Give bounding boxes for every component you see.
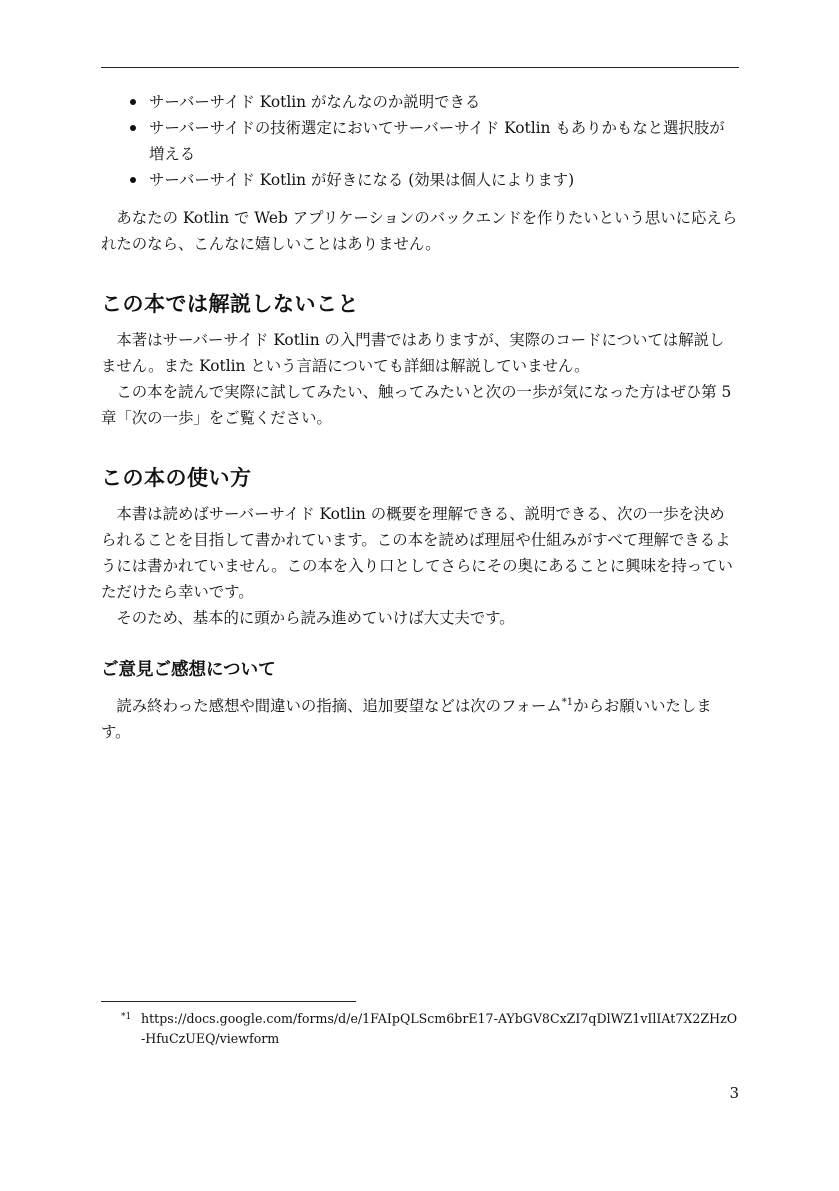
footnote-mark-text: *1 [121, 1012, 132, 1022]
feedback-paragraph [101, 693, 739, 745]
page-number: 3 [729, 1084, 739, 1102]
body-paragraph: そのため、基本的に頭から読み進めていけば大丈夫です。 [116, 609, 515, 627]
feedback-text-before: 読み終わった感想や間違いの指摘、追加要望などは次のフォーム [116, 697, 562, 715]
footnote-reference[interactable]: *1 [561, 697, 574, 708]
main-content [101, 89, 739, 745]
bullet-icon [130, 99, 136, 105]
section-title-not-covered: この本では解説しないこと [101, 292, 359, 316]
footnote-rule [101, 1001, 356, 1002]
bullet-item [101, 89, 739, 115]
footnote-mark [121, 1009, 131, 1029]
body-paragraph: 本著はサーバーサイド Kotlin の入門書ではありますが、実際のコードについては解説しません。また Kotlin という言語についても詳細は解説していません。 [101, 331, 725, 375]
body-paragraph: 本書は読めばサーバーサイド Kotlin の概要を理解できる、説明できる、次の一歩を決められることを目指して書かれています。この本を読めば理屈や仕組みがすべて理解できるようには書かれていません。この本を入り口としてさらにその奥にあることに興味を持っていただけたら幸いです。 [101, 505, 733, 601]
body-paragraph: この本を読んで実際に試してみたい、触ってみたいと次の一歩が気になった方はぜひ第 5 章「次の一歩」をご覧ください。 [101, 383, 732, 427]
intro-closing-paragraph: あなたの Kotlin で Web アプリケーションのバックエンドを作りたいという思いに応えられたのなら、こんなに嬉しいことはありません。 [101, 209, 738, 253]
feedback-text-after: からお願いいたします。 [101, 697, 712, 741]
bullet-item [101, 167, 739, 193]
bullet-item [101, 115, 739, 167]
footnote [101, 1009, 739, 1049]
footnote-url[interactable]: https://docs.google.com/forms/d/e/1FAIpQLScm6brE17-AYbGV8CxZI7qDlWZ1vIlIAt7X2ZHzO-HfuCzUEQ/viewform [141, 1011, 738, 1046]
bullet-icon [130, 125, 136, 131]
subsection-title-feedback: ご意見ご感想について [101, 660, 276, 680]
bullet-text: サーバーサイドの技術選定においてサーバーサイド Kotlin もありかもなと選択肢が増える [149, 119, 725, 163]
bullet-icon [130, 177, 136, 183]
bullet-text: サーバーサイド Kotlin が好きになる (効果は個人によります) [149, 171, 575, 189]
header-rule [101, 67, 739, 68]
section-title-how-to-use: この本の使い方 [101, 466, 252, 490]
bullet-text: サーバーサイド Kotlin がなんなのか説明できる [149, 93, 481, 111]
goal-bullet-list [101, 89, 739, 193]
